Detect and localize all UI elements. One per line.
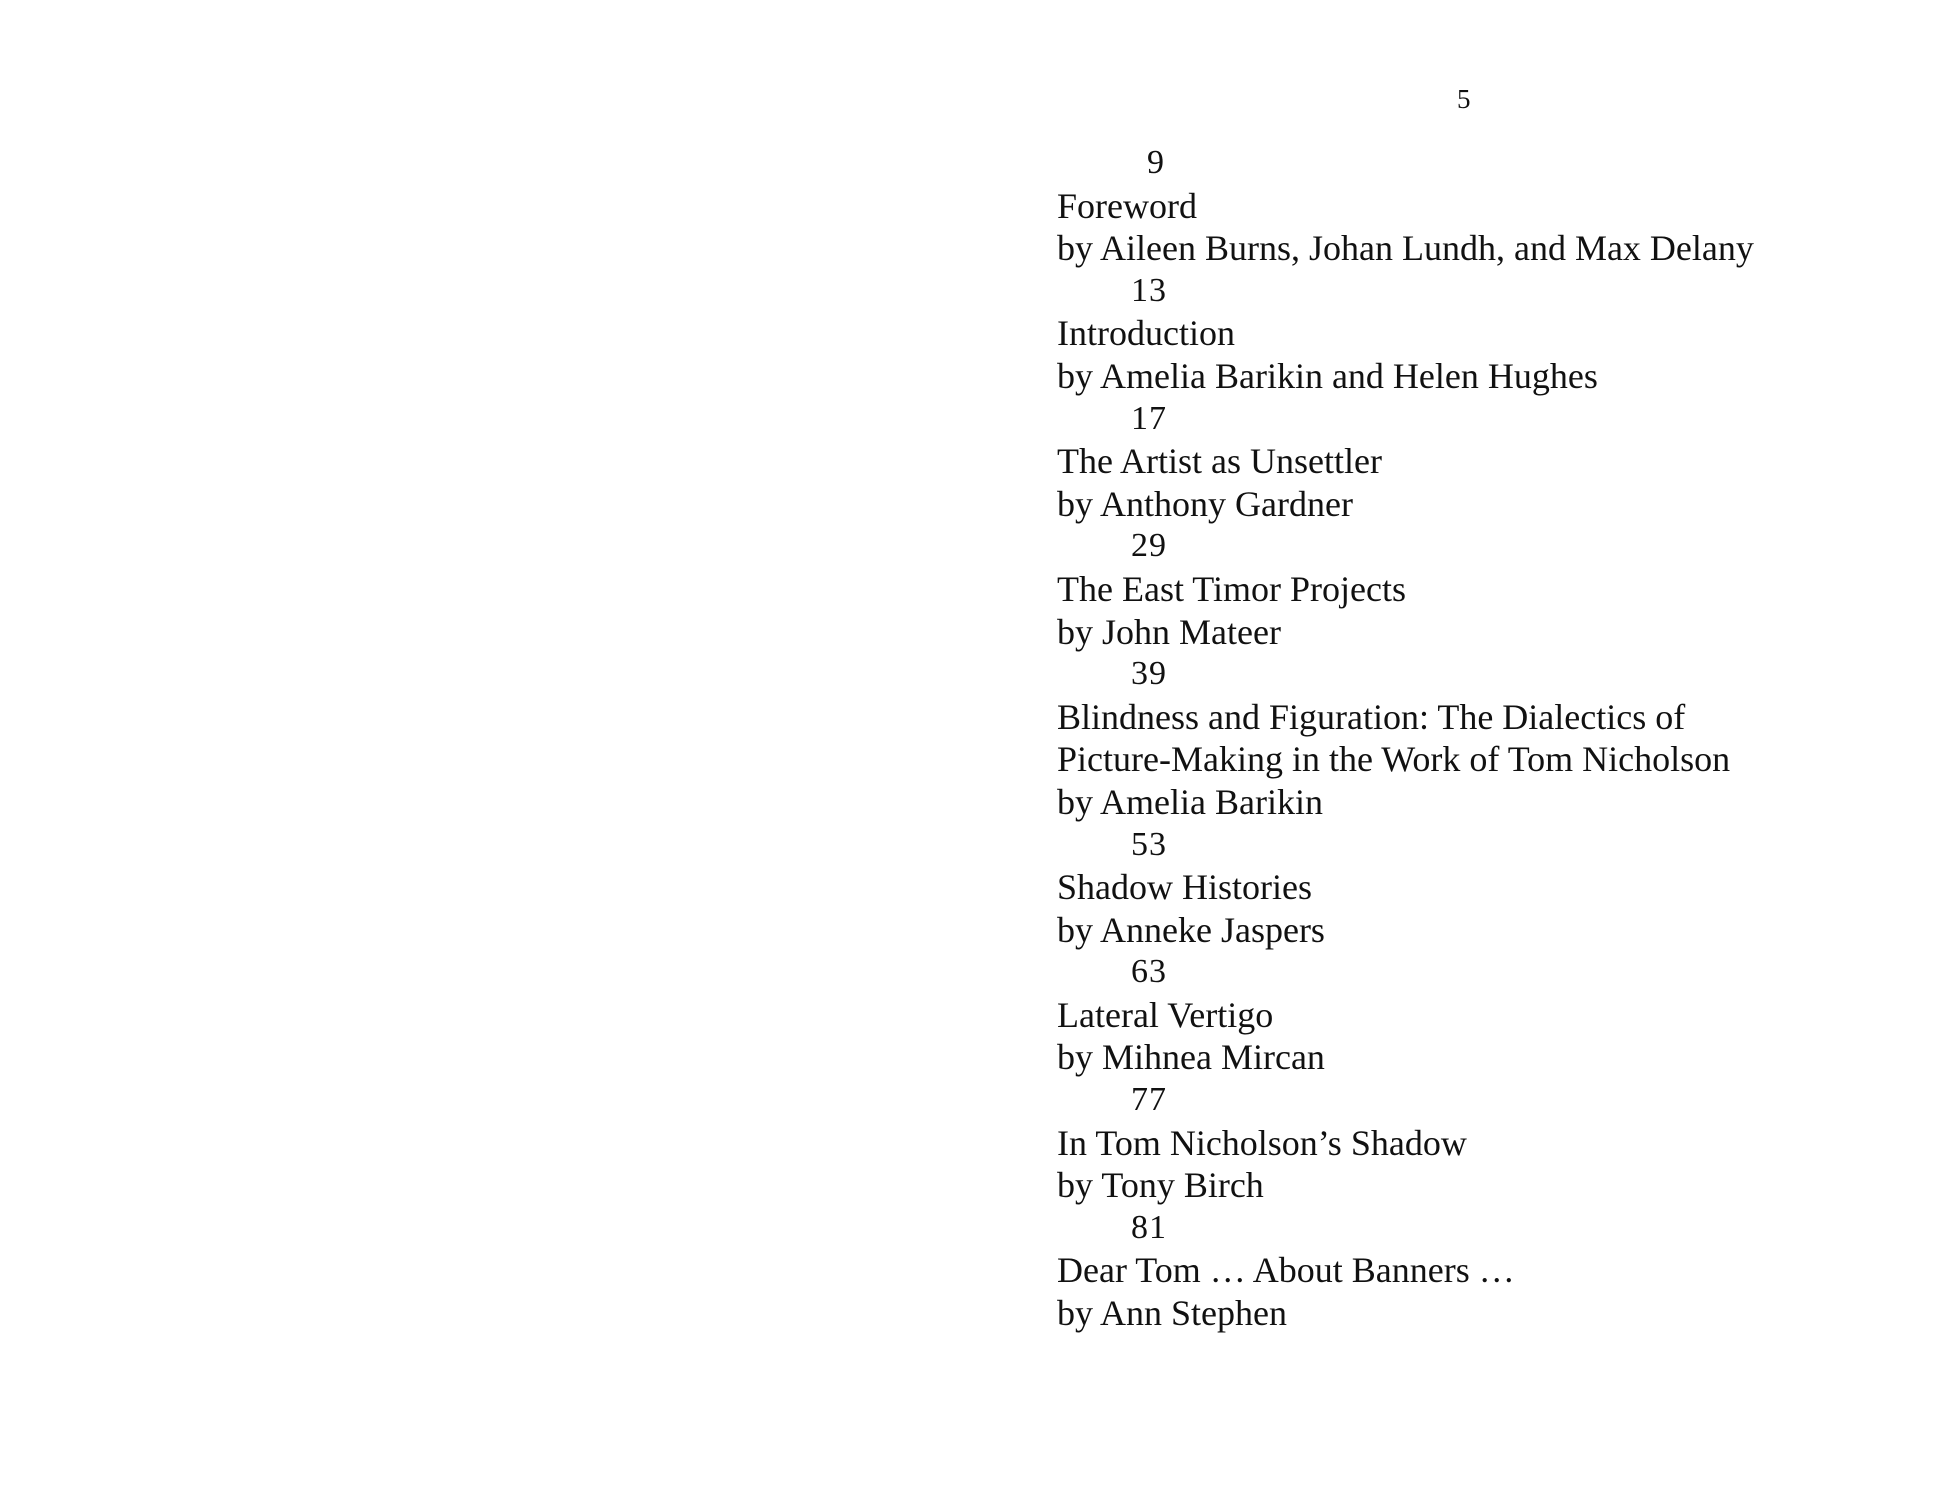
toc-entry-author: by Tony Birch [1057, 1165, 1264, 1206]
toc-entry-foreword [1057, 142, 1927, 270]
toc-entry-title: Dear Tom … About Banners … [1057, 1250, 1515, 1291]
toc-entry-author: by Anneke Jaspers [1057, 909, 1325, 950]
toc-entry-page-number: 39 [1131, 655, 1167, 693]
table-of-contents [1057, 142, 1927, 1335]
toc-entry-title: Introduction [1057, 313, 1235, 354]
toc-entry-author: by Aileen Burns, Johan Lundh, and Max Delany [1057, 228, 1754, 269]
toc-entry-east-timor-projects [1057, 525, 1927, 653]
toc-entry-dear-tom-about-banners [1057, 1207, 1927, 1335]
toc-entry-in-tom-nicholsons-shadow [1057, 1079, 1927, 1207]
toc-entry-title: The Artist as Unsettler [1057, 441, 1382, 482]
toc-entry-title: In Tom Nicholson’s Shadow [1057, 1122, 1467, 1163]
toc-entry-author: by Amelia Barikin [1057, 781, 1323, 822]
toc-entry-page-number: 17 [1131, 399, 1167, 437]
toc-entry-page-number: 53 [1131, 825, 1167, 863]
toc-entry-author: by Amelia Barikin and Helen Hughes [1057, 355, 1598, 396]
toc-entry-author: by Anthony Gardner [1057, 483, 1353, 524]
toc-entry-page-number: 81 [1131, 1208, 1167, 1246]
toc-entry-title: The East Timor Projects [1057, 568, 1406, 609]
toc-entry-page-number: 29 [1131, 527, 1167, 565]
toc-entry-artist-as-unsettler [1057, 398, 1927, 526]
toc-entry-page-number: 13 [1131, 271, 1167, 309]
toc-entry-title: Foreword [1057, 185, 1197, 226]
toc-entry-page-number: 9 [1147, 144, 1165, 181]
toc-entry-page-number: 77 [1131, 1081, 1167, 1119]
toc-entry-lateral-vertigo [1057, 951, 1927, 1079]
page-number: 5 [1457, 84, 1471, 114]
toc-entry-page-number: 63 [1131, 953, 1167, 991]
toc-entry-shadow-histories [1057, 824, 1927, 952]
toc-entry-title: Shadow Histories [1057, 867, 1312, 908]
toc-entry-title: Blindness and Figuration: The Dialectics of Picture-Making in the Work of Tom Nicholson [1057, 696, 1731, 780]
toc-entry-introduction [1057, 270, 1927, 398]
toc-entry-title: Lateral Vertigo [1057, 994, 1274, 1035]
toc-entry-author: by Mihnea Mircan [1057, 1037, 1325, 1078]
toc-entry-blindness-and-figuration [1057, 653, 1927, 823]
toc-entry-author: by Ann Stephen [1057, 1293, 1287, 1334]
toc-entry-author: by John Mateer [1057, 611, 1281, 652]
